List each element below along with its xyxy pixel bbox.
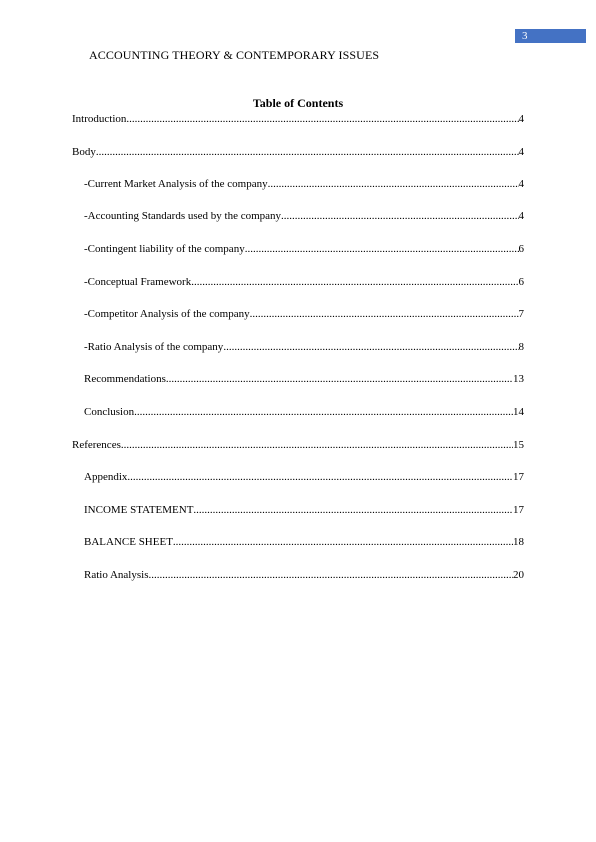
toc-entry-current-market-analysis[interactable]	[84, 177, 524, 191]
toc-dot-leader	[268, 177, 519, 191]
toc-entry-page: 6	[518, 276, 524, 288]
toc-entry-page: 17	[513, 504, 524, 516]
toc-entry-conceptual-framework[interactable]	[84, 275, 524, 289]
toc-entry-page: 4	[518, 178, 524, 190]
toc-entry-label: BALANCE SHEET	[84, 536, 173, 548]
toc-dot-leader	[245, 242, 519, 256]
toc-entry-income-statement[interactable]	[84, 503, 524, 517]
toc-entry-label: Recommendations	[84, 373, 166, 385]
toc-dot-leader	[148, 568, 513, 582]
toc-dot-leader	[191, 275, 518, 289]
toc-entry-label: -Accounting Standards used by the company	[84, 210, 282, 222]
toc-title: Table of Contents	[252, 96, 344, 110]
toc-entry-accounting-standards[interactable]	[84, 209, 524, 223]
toc-entry-label: Body	[72, 146, 96, 158]
toc-entry-introduction[interactable]	[72, 112, 524, 126]
toc-entry-label: Ratio Analysis	[84, 569, 149, 581]
toc-entry-appendix[interactable]	[84, 470, 524, 484]
toc-entry-page: 15	[513, 439, 524, 451]
toc-entry-ratio-analysis[interactable]	[84, 568, 524, 582]
toc-dot-leader	[166, 372, 513, 386]
toc-dot-leader	[223, 340, 518, 354]
toc-entry-page: 14	[513, 406, 524, 418]
toc-entry-label: -Ratio Analysis of the company	[84, 341, 224, 353]
toc-dot-leader	[250, 307, 519, 321]
toc-entry-page: 18	[513, 536, 524, 548]
toc-entry-label: Appendix	[84, 471, 128, 483]
toc-entry-conclusion[interactable]	[84, 405, 524, 419]
toc-dot-leader	[281, 209, 518, 223]
toc-entry-page: 6	[518, 243, 524, 255]
toc-entry-label: -Current Market Analysis of the company	[84, 178, 268, 190]
toc-entry-label: -Conceptual Framework	[84, 276, 192, 288]
toc-entry-label: -Contingent liability of the company	[84, 243, 245, 255]
toc-entry-page: 4	[518, 146, 524, 158]
toc-dot-leader	[173, 535, 513, 549]
toc-entry-label: -Competitor Analysis of the company	[84, 308, 250, 320]
toc-entry-label: Conclusion	[84, 406, 135, 418]
toc-entry-page: 4	[518, 210, 524, 222]
toc-entry-contingent-liability[interactable]	[84, 242, 524, 256]
toc-dot-leader	[126, 112, 518, 126]
toc-entry-label: References	[72, 439, 121, 451]
toc-entry-label: INCOME STATEMENT	[84, 504, 194, 516]
toc-entry-balance-sheet[interactable]	[84, 535, 524, 549]
toc-dot-leader	[121, 438, 513, 452]
toc-dot-leader	[134, 405, 513, 419]
toc-entry-page: 13	[513, 373, 524, 385]
toc-entry-competitor-analysis[interactable]	[84, 307, 524, 321]
toc-dot-leader	[127, 470, 513, 484]
toc-entry-page: 17	[513, 471, 524, 483]
toc-entry-ratio-analysis-company[interactable]	[84, 340, 524, 354]
toc-dot-leader	[96, 145, 519, 159]
running-header-title: ACCOUNTING THEORY & CONTEMPORARY ISSUES	[89, 48, 380, 62]
toc-entry-page: 20	[513, 569, 524, 581]
toc-entry-references[interactable]	[72, 438, 524, 452]
toc-entry-page: 8	[518, 341, 524, 353]
toc-entry-body[interactable]	[72, 145, 524, 159]
page-number: 3	[515, 29, 586, 43]
toc-entry-page: 7	[518, 308, 524, 320]
toc-entry-page: 4	[518, 113, 524, 125]
toc-entry-label: Introduction	[72, 113, 127, 125]
toc-dot-leader	[193, 503, 513, 517]
toc-entry-recommendations[interactable]	[84, 372, 524, 386]
